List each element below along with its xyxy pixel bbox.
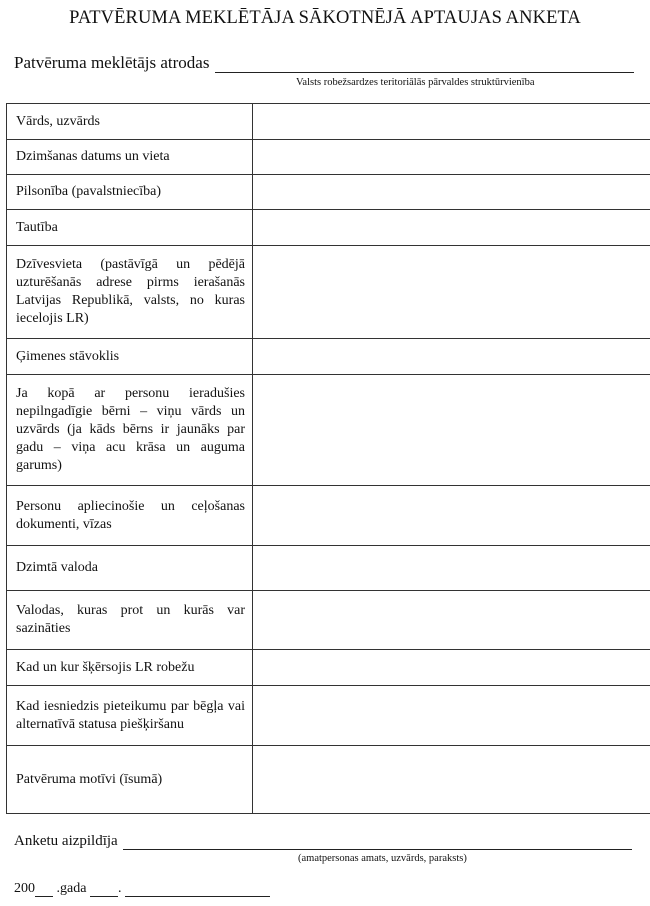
year-field[interactable] [35, 882, 53, 897]
day-field[interactable] [90, 882, 118, 897]
location-caption: Valsts robežsardzes teritoriālās pārvaldes struktūrvienība [296, 77, 535, 88]
row-value-field[interactable] [253, 591, 650, 650]
table-row [7, 746, 650, 814]
table-row [7, 339, 650, 375]
table-row [7, 210, 650, 246]
row-value-field[interactable] [253, 650, 650, 686]
filler-line [14, 833, 632, 850]
row-value-field[interactable] [253, 246, 650, 339]
row-label: Dzīvesvieta (pastāvīgā un pēdējā uzturēšanās adrese pirms ierašanās Latvijas Republikā, valsts, no kuras iecelojis LR) [7, 246, 253, 339]
filler-caption: (amatpersonas amats, uzvārds, paraksts) [298, 853, 467, 864]
table-row [7, 686, 650, 746]
row-label: Patvēruma motīvi (īsumā) [7, 746, 253, 814]
gada-label: .gada [56, 881, 87, 896]
table-row [7, 104, 650, 140]
row-value-field[interactable] [253, 375, 650, 486]
row-value-field[interactable] [253, 140, 650, 175]
row-label: Ja kopā ar personu ieradušies nepilngadīgie bērni – viņu vārds un uzvārds (ja kāds bērns ir jaunāks par gadu – viņa acu krāsa un auguma garums) [7, 375, 253, 486]
table-row [7, 546, 650, 591]
row-label: Kad un kur šķērsojis LR robežu [7, 650, 253, 686]
table-row [7, 140, 650, 175]
row-value-field[interactable] [253, 175, 650, 210]
row-value-field[interactable] [253, 486, 650, 546]
row-value-field[interactable] [253, 104, 650, 140]
form-title: PATVĒRUMA MEKLĒTĀJA SĀKOTNĒJĀ APTAUJAS ANKETA [69, 8, 581, 28]
location-label: Patvēruma meklētājs atrodas [14, 53, 210, 72]
filler-field[interactable] [123, 833, 632, 850]
table-row [7, 486, 650, 546]
row-label: Ģimenes stāvoklis [7, 339, 253, 375]
table-row [7, 246, 650, 339]
month-field[interactable] [125, 882, 270, 897]
row-value-field[interactable] [253, 546, 650, 591]
year-prefix: 200 [14, 881, 35, 896]
table-row [7, 375, 650, 486]
row-label: Vārds, uzvārds [7, 104, 253, 140]
row-label: Dzimšanas datums un vieta [7, 140, 253, 175]
row-label: Pilsonība (pavalstniecība) [7, 175, 253, 210]
questionnaire-table [6, 103, 650, 814]
row-label: Personu apliecinošie un ceļošanas dokumenti, vīzas [7, 486, 253, 546]
location-line [14, 53, 634, 73]
row-value-field[interactable] [253, 746, 650, 814]
date-dot: . [117, 881, 122, 896]
row-label: Dzimtā valoda [7, 546, 253, 591]
row-label: Kad iesniedzis pieteikumu par bēgļa vai alternatīvā statusa piešķiršanu [7, 686, 253, 746]
row-label: Valodas, kuras prot un kurās var sazināties [7, 591, 253, 650]
date-line [14, 881, 270, 897]
table-row [7, 650, 650, 686]
location-field[interactable] [215, 54, 634, 73]
row-label: Tautība [7, 210, 253, 246]
row-value-field[interactable] [253, 210, 650, 246]
filler-label: Anketu aizpildīja [14, 833, 118, 849]
table-row [7, 175, 650, 210]
row-value-field[interactable] [253, 686, 650, 746]
table-row [7, 591, 650, 650]
row-value-field[interactable] [253, 339, 650, 375]
